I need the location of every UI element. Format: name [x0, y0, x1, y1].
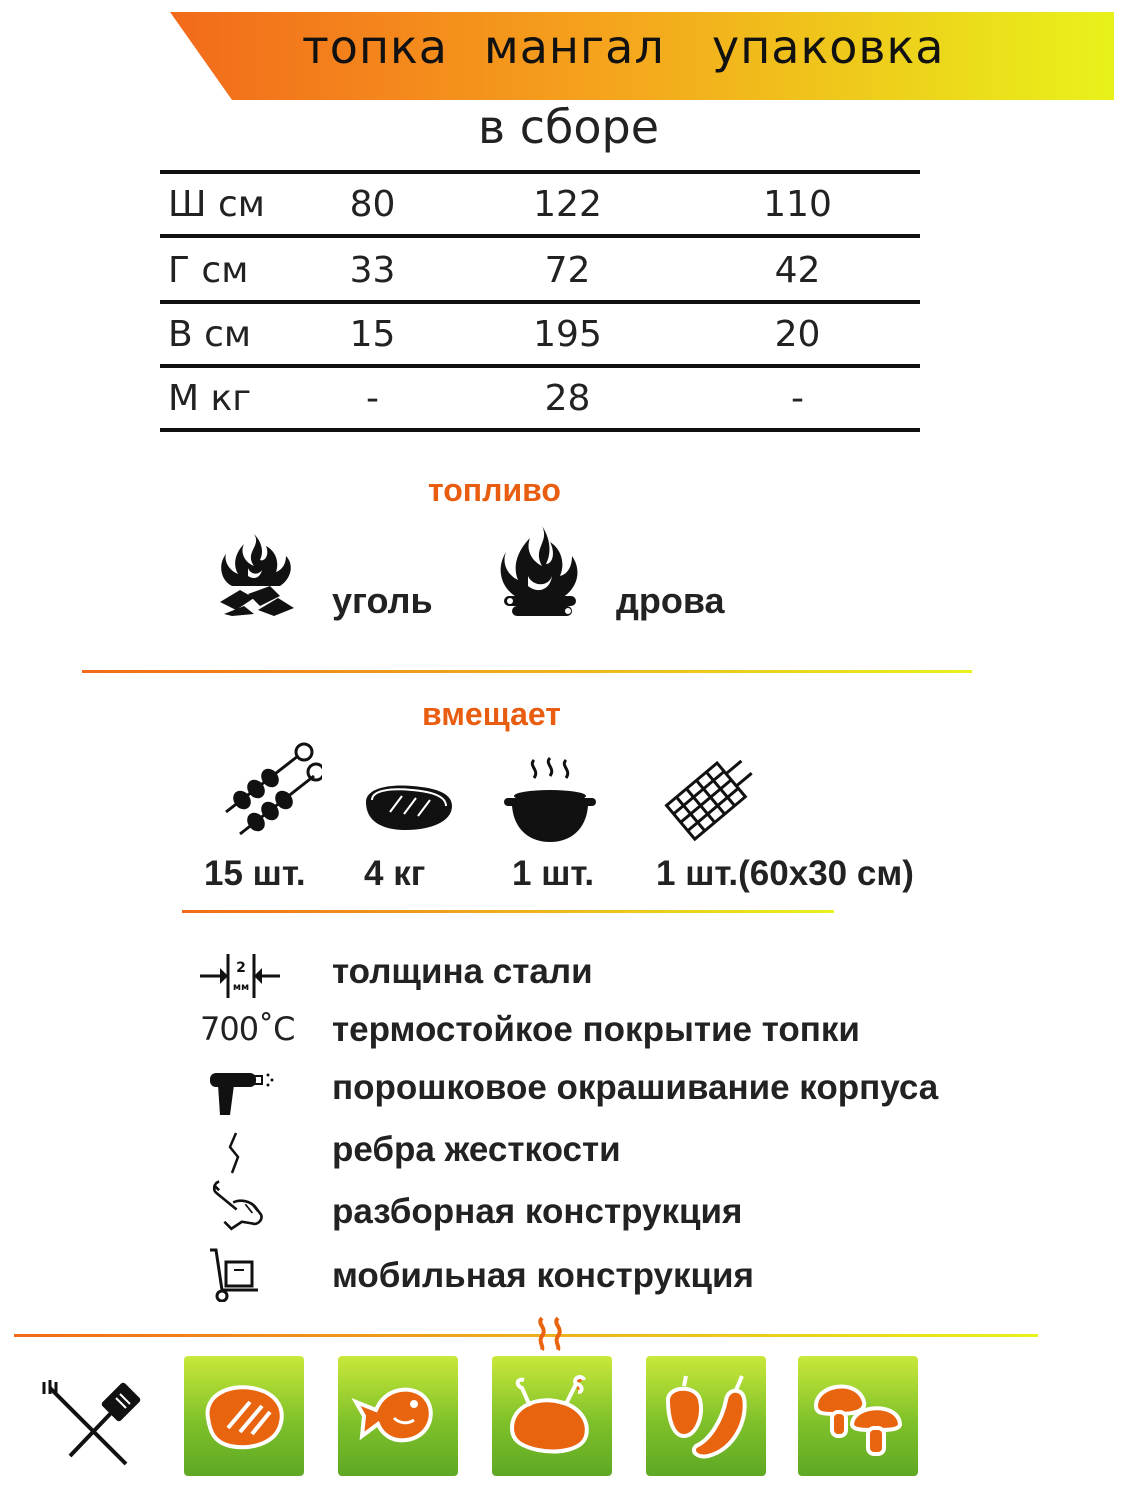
hand-truck-icon — [196, 1246, 286, 1302]
cell-width-firebox: 80 — [349, 184, 396, 225]
svg-text:2: 2 — [236, 960, 246, 976]
feature-stiffening-ribs: ребра жесткости — [332, 1130, 621, 1169]
table-rule — [160, 364, 920, 368]
wrench-hand-icon — [196, 1178, 286, 1234]
skewers-icon — [218, 742, 322, 840]
grill-grate-icon — [656, 752, 760, 852]
fuel-label-coal: уголь — [332, 580, 433, 621]
steak-icon — [194, 1366, 294, 1466]
svg-text:мм: мм — [232, 982, 250, 993]
capacity-label-skewers: 15 шт. — [204, 854, 306, 893]
steel-thickness-icon — [196, 948, 286, 1004]
cell-depth-firebox: 33 — [349, 250, 396, 291]
divider — [14, 1334, 1038, 1337]
temperature-icon: 700˚С — [200, 1010, 295, 1048]
fuel-heading: топливо — [428, 472, 561, 508]
cell-mass-firebox: - — [366, 378, 379, 419]
spray-gun-icon — [196, 1064, 286, 1120]
heat-waves-icon — [530, 1314, 574, 1354]
row-label-mass: М кг — [168, 378, 252, 419]
feature-powder-coating: порошковое окрашивание корпуса — [332, 1068, 939, 1107]
table-rule — [160, 170, 920, 174]
divider — [82, 670, 972, 673]
table-rule — [160, 428, 920, 432]
feature-collapsible: разборная конструкция — [332, 1192, 743, 1231]
fuel-label-wood: дрова — [616, 580, 725, 621]
steak-icon — [360, 782, 456, 832]
feature-mobile: мобильная конструкция — [332, 1256, 754, 1295]
cell-height-firebox: 15 — [349, 314, 396, 355]
food-tile-chicken — [492, 1356, 612, 1476]
stiffening-rib-icon — [196, 1126, 286, 1182]
cell-width-grill: 122 — [533, 184, 602, 225]
mushrooms-icon — [808, 1366, 908, 1466]
divider — [182, 910, 834, 913]
row-label-height: В см — [168, 314, 252, 355]
banner-col-firebox: топка — [302, 20, 448, 74]
fish-icon — [348, 1366, 448, 1466]
banner-col-grill: мангал — [484, 20, 665, 74]
chicken-icon — [502, 1366, 602, 1466]
fork-spatula-icon — [40, 1378, 144, 1468]
cell-height-package: 20 — [774, 314, 821, 355]
row-label-depth: Г см — [168, 250, 249, 291]
cell-mass-package: - — [791, 378, 804, 419]
coal-fire-icon — [214, 530, 298, 616]
subtitle: в сборе — [478, 100, 660, 154]
feature-heat-resistant: термостойкое покрытие топки — [332, 1010, 860, 1049]
row-label-width: Ш см — [168, 184, 265, 225]
food-tile-fish — [338, 1356, 458, 1476]
cell-mass-grill: 28 — [544, 378, 591, 419]
food-tile-steak — [184, 1356, 304, 1476]
vegetables-icon — [656, 1366, 756, 1466]
food-tile-mushrooms — [798, 1356, 918, 1476]
table-rule — [160, 300, 920, 304]
capacity-label-steak: 4 кг — [364, 854, 426, 893]
cell-height-grill: 195 — [533, 314, 602, 355]
cell-depth-grill: 72 — [544, 250, 591, 291]
food-tile-vegetables — [646, 1356, 766, 1476]
table-rule — [160, 234, 920, 238]
cauldron-icon — [500, 756, 600, 846]
banner-col-package: упаковка — [712, 20, 945, 74]
capacity-label-cauldron: 1 шт. — [512, 854, 595, 893]
cell-depth-package: 42 — [774, 250, 821, 291]
feature-steel-thickness: толщина стали — [332, 952, 593, 991]
capacity-label-grate: 1 шт.(60х30 см) — [656, 854, 914, 893]
capacity-heading: вмещает — [422, 696, 561, 732]
firewood-fire-icon — [498, 524, 582, 618]
cell-width-package: 110 — [763, 184, 832, 225]
